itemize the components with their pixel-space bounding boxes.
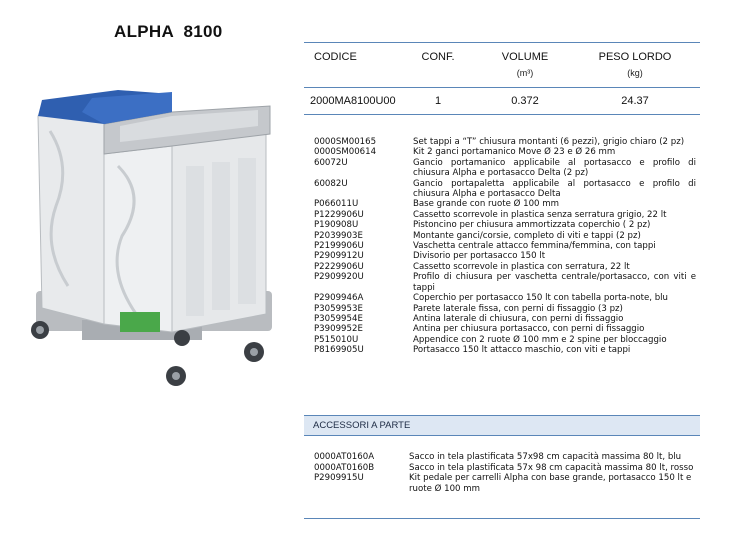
part-desc: Divisorio per portasacco 150 lt [413, 251, 546, 262]
part-code: P2909946A [314, 293, 364, 304]
list-item [314, 293, 696, 303]
part-desc: Montante ganci/corsie, completo di viti e tappi (2 pz) [413, 230, 641, 241]
list-item [314, 251, 696, 261]
accessory-desc: Kit pedale per carrelli Alpha con base grande, portasacco 150 lt e ruote Ø 100 mm [409, 473, 692, 494]
part-desc: Appendice con 2 ruote Ø 100 mm e 2 spine per bloccaggio [413, 334, 667, 345]
part-desc: Pistoncino per chiusura ammortizzata coperchio ( 2 pz) [413, 220, 651, 231]
accessory-code: 0000AT0160B [314, 462, 375, 473]
part-code: 60082U [314, 178, 348, 189]
part-desc: Portasacco 150 lt attacco maschio, con viti e tappi [413, 345, 631, 356]
volume-unit: (m³) [516, 68, 534, 78]
parts-list [314, 137, 696, 356]
list-item [314, 241, 696, 251]
product-volume: 0.372 [511, 95, 539, 107]
part-code: P2909912U [314, 251, 364, 262]
accessories-heading: ACCESSORI A PARTE [313, 420, 411, 431]
part-code: P2199906U [314, 241, 364, 252]
col-header-peso: PESO LORDO [598, 51, 672, 63]
list-item [314, 345, 696, 355]
list-item [314, 335, 696, 345]
list-item [314, 210, 696, 220]
part-desc: Cassetto scorrevole in plastica con serratura, 22 lt [413, 261, 630, 272]
product-weight: 24.37 [621, 95, 649, 107]
part-code: 60072U [314, 157, 348, 168]
col-header-codice: CODICE [314, 51, 357, 63]
col-header-conf: CONF. [421, 51, 455, 63]
part-code: P2229906U [314, 261, 364, 272]
accessory-desc: Sacco in tela plastificata 57x 98 cm capacità massima 80 lt, rosso [409, 462, 694, 473]
bottom-rule [304, 518, 700, 519]
list-item [314, 158, 696, 179]
list-item [314, 473, 696, 494]
product-code: 2000MA8100U00 [310, 95, 396, 107]
part-desc: Gancio portapaletta applicabile al portasacco e profilo di chiusura Alpha e portasacco Delta [413, 178, 696, 200]
part-desc: Set tappi a “T” chiusura montanti (6 pezzi), grigio chiaro (2 pz) [413, 137, 685, 147]
list-item [314, 463, 696, 474]
accessories-list [314, 452, 696, 494]
cart-image [22, 86, 278, 396]
part-desc: Vaschetta centrale attacco femmina/femmina, con tappi [413, 241, 656, 252]
list-item [314, 452, 696, 463]
part-code: 0000SM00165 [314, 137, 377, 147]
part-code: P515010U [314, 334, 359, 345]
list-item [314, 231, 696, 241]
part-code: P2909920U [314, 272, 364, 283]
table-mid-rule [304, 87, 700, 88]
table-bottom-rule [304, 114, 700, 115]
accessory-desc: Sacco in tela plastificata 57x98 cm capacità massima 80 lt, blu [409, 452, 682, 462]
part-code: P3909952E [314, 324, 363, 335]
list-item [314, 199, 696, 209]
list-item [314, 179, 696, 200]
accessory-code: P2909915U [314, 473, 364, 484]
part-desc: Antina laterale di chiusura, con perni di fissaggio [413, 313, 624, 324]
part-code: 0000SM00614 [314, 147, 377, 158]
list-item [314, 220, 696, 230]
part-code: P3059954E [314, 313, 363, 324]
part-code: P190908U [314, 220, 359, 231]
list-item [314, 314, 696, 324]
part-desc: Coperchio per portasacco 150 lt con tabella porta-note, blu [413, 293, 668, 304]
col-header-volume: VOLUME [501, 51, 549, 63]
product-conf: 1 [434, 95, 442, 107]
part-code: P2039903E [314, 230, 363, 241]
part-desc: Base grande con ruote Ø 100 mm [413, 199, 559, 210]
part-desc: Antina per chiusura portasacco, con perni di fissaggio [413, 324, 645, 335]
part-code: P1229906U [314, 209, 364, 220]
accessories-heading-band [304, 415, 700, 436]
part-desc: Parete laterale fissa, con perni di fissaggio (3 pz) [413, 303, 623, 314]
part-desc: Cassetto scorrevole in plastica senza serratura grigio, 22 lt [413, 209, 667, 220]
part-code: P3059953E [314, 303, 363, 314]
part-code: P066011U [314, 199, 359, 210]
part-desc: Profilo di chiusura per vaschetta centrale/portasacco, con viti e tappi [413, 272, 696, 293]
table-top-rule [304, 42, 700, 43]
list-item [314, 304, 696, 314]
peso-unit: (kg) [627, 68, 643, 78]
list-item [314, 262, 696, 272]
page-title: ALPHA 8100 [114, 22, 223, 41]
list-item [314, 272, 696, 293]
list-item [314, 324, 696, 334]
part-desc: Gancio portamanico applicabile al portasacco e profilo di chiusura Alpha e portasacco Delta (2 pz) [413, 157, 696, 179]
list-item [314, 137, 696, 147]
part-code: P8169905U [314, 345, 364, 356]
accessory-code: 0000AT0160A [314, 452, 375, 462]
part-desc: Kit 2 ganci portamanico Move Ø 23 e Ø 26 mm [413, 147, 616, 158]
list-item [314, 147, 696, 157]
